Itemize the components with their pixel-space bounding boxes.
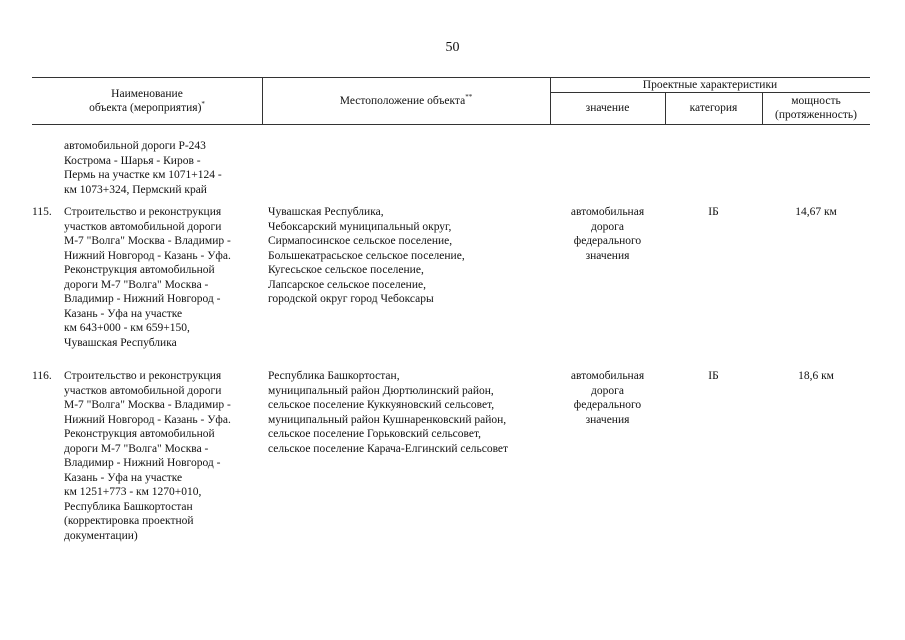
header-group: Проектные характеристики <box>642 79 778 91</box>
header-name <box>32 87 262 115</box>
header-group-rule <box>550 92 870 93</box>
row-number: 116. <box>32 370 52 382</box>
header-capacity-line1: мощность <box>791 95 841 107</box>
row-location: Чувашская Республика, Чебоксарский муниципальный округ, Сирмапосинское сельское поселение, Большекатрасьское сельское поселение, Кугесьское сельское поселение, Лапсарское сельское поселение, городской округ город Чебоксары <box>268 206 465 305</box>
row-number: 115. <box>32 206 52 218</box>
header-capacity <box>762 94 870 122</box>
header-category: категория <box>689 102 738 114</box>
row-name: Строительство и реконструкция участков автомобильной дороги М-7 "Волга" Москва - Владимир - Нижний Новгород - Казань - Уфа. Реконструкция автомобильной дороги М-7 "Волга" Москва - Владимир - Нижний Новгород - Казань - Уфа на участке км 643+000 - км 659+150, Чувашская Республика <box>64 206 231 349</box>
footnote-mark: * <box>201 100 205 108</box>
row-category: IБ <box>708 206 719 218</box>
header-bottom-rule <box>32 124 870 125</box>
continuation-name: автомобильной дороги Р-243 Кострома - Шарья - Киров - Пермь на участке км 1071+124 - км 1073+324, Пермский край <box>64 140 222 196</box>
row-value: автомобильная дорога федерального значения <box>570 206 645 262</box>
row-name: Строительство и реконструкция участков автомобильной дороги М-7 "Волга" Москва - Владимир - Нижний Новгород - Казань - Уфа. Реконструкция автомобильной дороги М-7 "Волга" Москва - Владимир - Нижний Новгород - Казань - Уфа на участке км 1251+773 - км 1270+010, Республика Башкортостан (корректировка проектной документации) <box>64 370 231 542</box>
row-value: автомобильная дорога федерального значения <box>570 370 645 426</box>
footnote-mark: ** <box>465 93 473 101</box>
header-name-line2: объекта (мероприятия)* <box>89 100 205 114</box>
header-value: значение <box>585 102 630 114</box>
header-capacity-line2: (протяженность) <box>775 109 857 121</box>
row-category: IБ <box>708 370 719 382</box>
page-number: 50 <box>445 40 460 55</box>
header-location: Местоположение объекта** <box>339 93 473 107</box>
row-capacity: 14,67 км <box>795 206 837 218</box>
row-location: Республика Башкортостан, муниципальный район Дюртюлинский район, сельское поселение Куккуяновский сельсовет, муниципальный район Кушнаренковский район, сельское поселение Горьковский сельсовет, сельское поселение Карача-Елгинский сельсовет <box>268 370 509 455</box>
header-name-line1: Наименование <box>111 88 183 100</box>
row-capacity: 18,6 км <box>798 370 834 382</box>
